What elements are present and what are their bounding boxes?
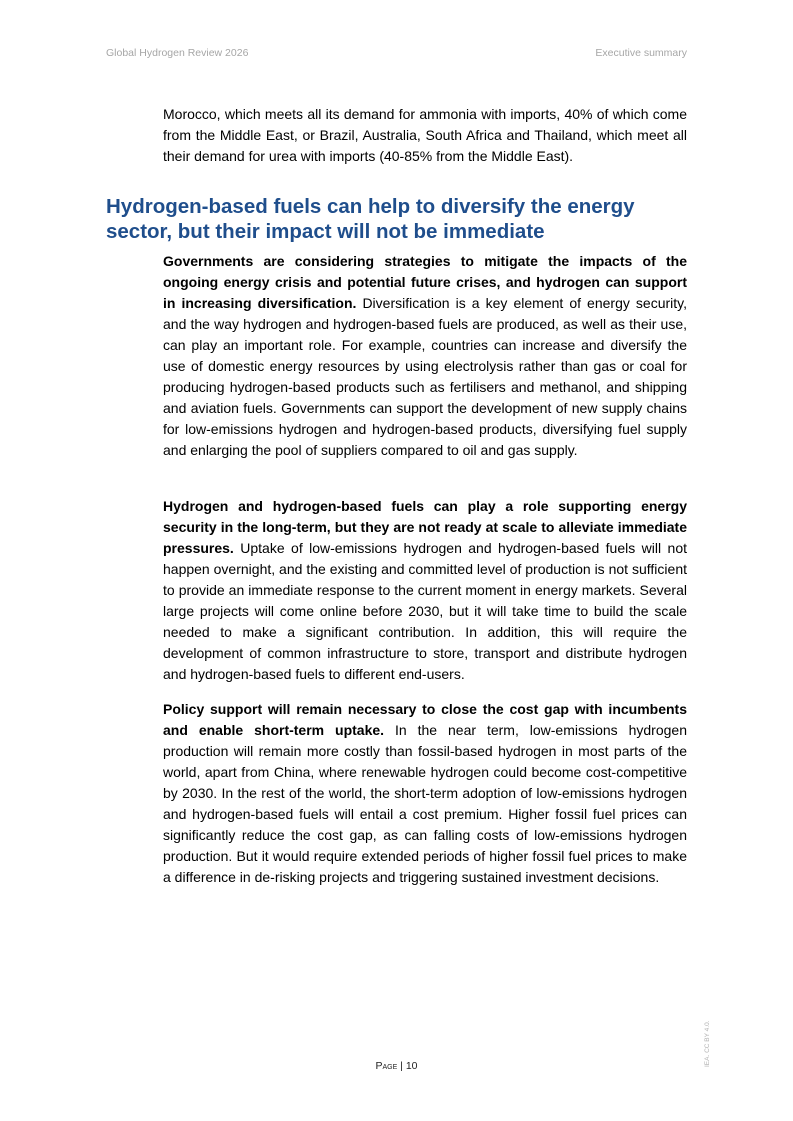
paragraph-body: Diversification is a key element of energy security, and the way hydrogen and hydrogen-based fuels are produced, as well as their use, can play an important role. For example, countries can increase and diversify the use of domestic energy resources by using electrolysis rather than gas or coal for producing hydrogen-based products such as fertilisers and methanol, and shipping and aviation fuels. Governments can support the development of new supply chains for low-emissions hydrogen and hydrogen-based products, diversifying fuel supply and enlarging the pool of suppliers compared to oil and gas supply. — [163, 295, 688, 458]
running-header — [106, 47, 687, 61]
license-notice: IEA. CC BY 4.0. — [704, 1020, 711, 1067]
page-separator: | — [397, 1060, 406, 1072]
paragraph-lead: Hydrogen and hydrogen-based fuels can play a role supporting energy security in the long-term, but they are not ready at scale to alleviate immediate pressures. — [163, 498, 687, 556]
report-title: Global Hydrogen Review 2026 — [106, 47, 249, 59]
page-number: 10 — [405, 1060, 418, 1072]
paragraph-body: In the near term, low-emissions hydrogen production will remain more costly than fossil-based hydrogen in most parts of the world, apart from China, where renewable hydrogen could become cost-competitive by 2030. In the rest of the world, the short-term adoption of low-emissions hydrogen and hydrogen-based fuels will entail a cost premium. Higher fossil fuel prices can significantly reduce the cost gap, as can falling costs of low-emissions hydrogen production. But it would require extended periods of higher fossil fuel prices to make a difference in de-risking projects and triggering sustained investment decisions. — [163, 722, 687, 885]
intro-paragraph: Morocco, which meets all its demand for ammonia with imports, 40% of which come from the Middle East, or Brazil, Australia, South Africa and Thailand, which meet all their demand for urea with imports (40-85% from the Middle East). — [163, 106, 687, 164]
section-title: Executive summary — [595, 47, 687, 59]
paragraph-lead: Policy support will remain necessary to close the cost gap with incumbents and enable short-term uptake. — [163, 701, 687, 738]
paragraph-lead: Governments are considering strategies to mitigate the impacts of the ongoing energy crisis and potential future crises, and hydrogen can support in increasing diversification. — [163, 253, 687, 311]
paragraph-policy-support — [163, 699, 687, 888]
section-heading: Hydrogen-based fuels can help to diversify the energy sector, but their impact will not be immediate — [106, 195, 635, 243]
page-footer — [0, 1060, 793, 1072]
paragraph-diversification — [163, 251, 687, 461]
paragraph-energy-security — [163, 496, 687, 685]
paragraph-body: Uptake of low-emissions hydrogen and hydrogen-based fuels will not happen overnight, and the existing and committed level of production is not sufficient to provide an immediate response to the current moment in energy markets. Several large projects will come online before 2030, but it will take time to build the scale needed to make a significant contribution. In addition, this will require the development of common infrastructure to store, transport and distribute hydrogen and hydrogen-based fuels to different end-users. — [163, 540, 687, 682]
page-label: Page — [375, 1060, 398, 1072]
